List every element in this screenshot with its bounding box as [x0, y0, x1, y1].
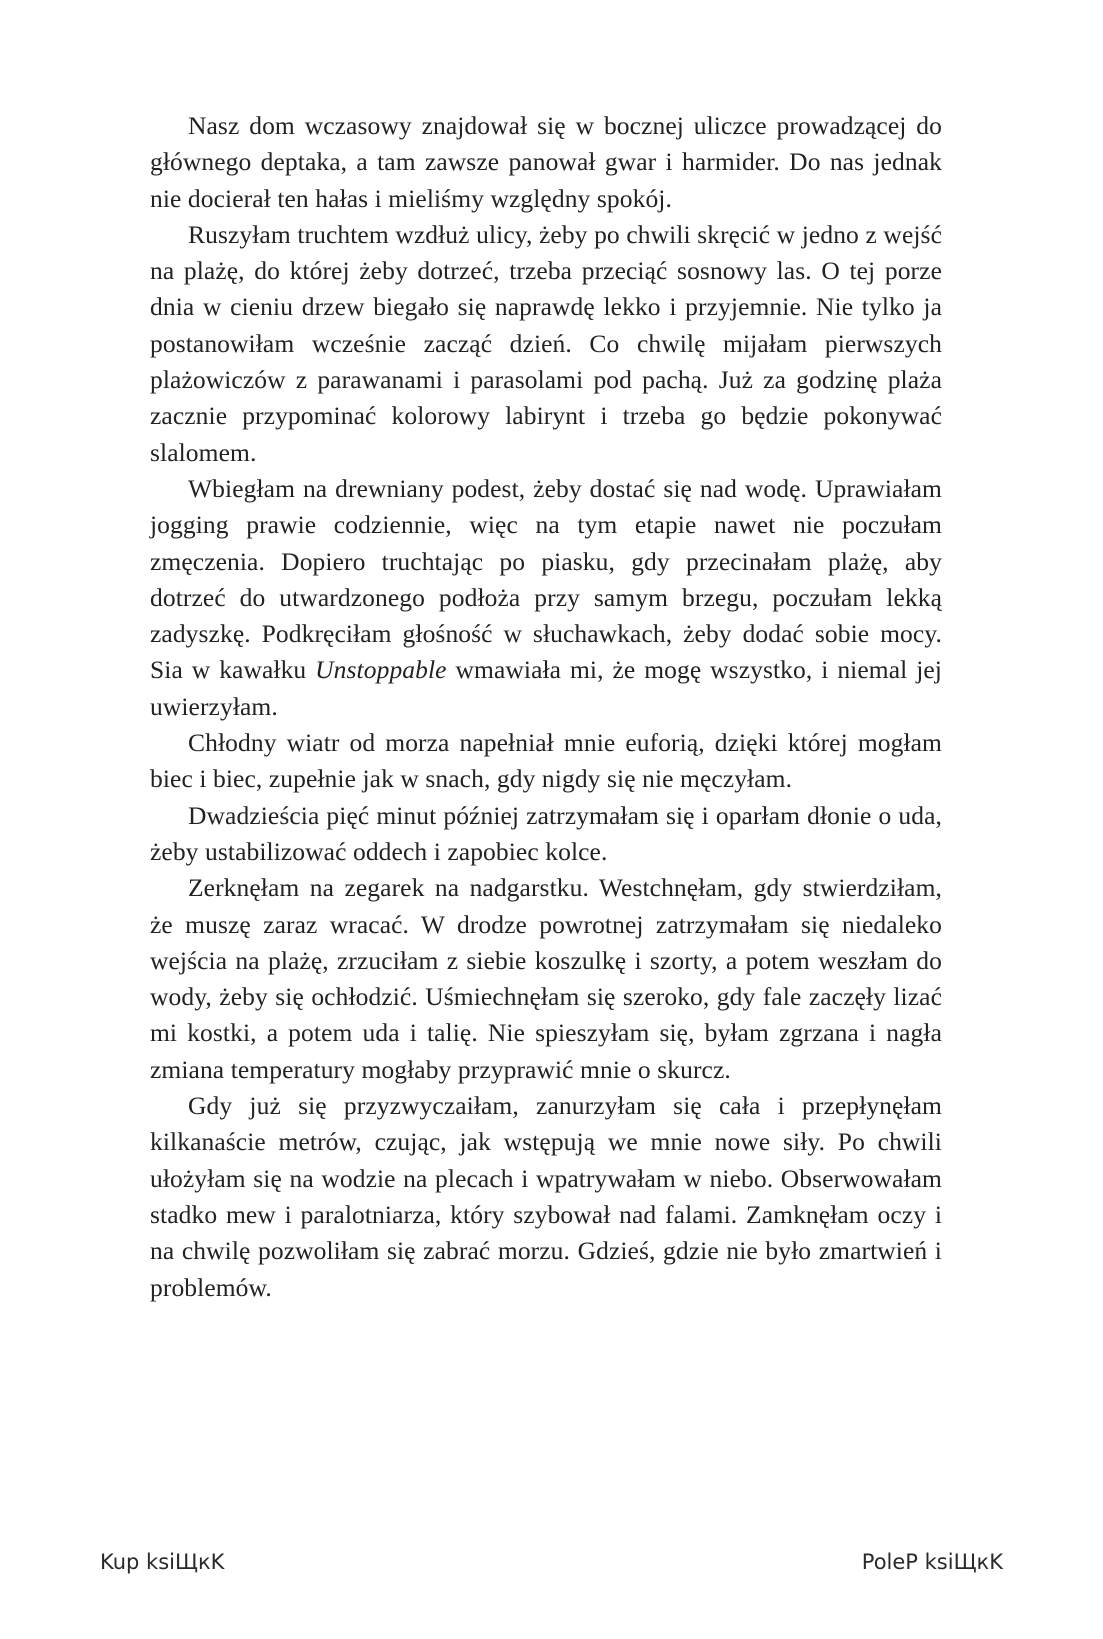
body-text — [150, 108, 942, 1306]
text-segment: Dwadzieścia pięć minut później zatrzymałam się i oparłam dłonie o uda, żeby ustabilizować oddech i zapobiec kolce. — [150, 800, 942, 866]
paragraph — [150, 217, 942, 471]
text-segment: Zerknęłam na zegarek na nadgarstku. Westchnęłam, gdy stwierdziłam, że muszę zaraz wracać. W drodze powrotnej zatrzymałam się niedaleko wejścia na plażę, zrzuciłam z siebie koszulkę i szorty, a potem weszłam do wody, żeby się ochłodzić. Uśmiechnęłam się szeroko, gdy fale zaczęły lizać mi kostki, a potem uda i talię. Nie spieszyłam się, byłam zgrzana i nagła zmiana temperatury mogłaby przyprawić mnie o skurcz. — [150, 873, 942, 1084]
paragraph — [150, 725, 942, 798]
text-segment: Nasz dom wczasowy znajdował się w bocznej uliczce prowadzącej do głównego deptaka, a tam zawsze panował gwar i harmider. Do nas jednak nie docierał ten hałas i mieliśmy względny spokój. — [150, 111, 942, 213]
paragraph — [150, 108, 942, 217]
italic-title-text: Unstoppable — [315, 655, 447, 685]
recommend-book-link[interactable]: PoleP ksiЩкK — [861, 1550, 1003, 1574]
text-segment: Gdy już się przyzwyczaiłam, zanurzyłam się cała i przepłynęłam kilkanaście metrów, czując, jak wstępują we mnie nowe siły. Po chwili ułożyłam się na wodzie na plecach i wpatrywałam w niebo. Obserwowałam stadko mew i paralotniarza, który szybował nad falami. Zamknęłam oczy i na chwilę pozwoliłam się zabrać morzu. Gdzieś, gdzie nie było zmartwień i problemów. — [150, 1091, 942, 1302]
paragraph — [150, 798, 942, 871]
text-segment: Ruszyłam truchtem wzdłuż ulicy, żeby po chwili skręcić w jedno z wejść na plażę, do której żeby dotrzeć, trzeba przeciąć sosnowy las. O tej porze dnia w cieniu drzew biegało się naprawdę lekko i przyjemnie. Nie tylko ja postanowiłam wcześnie zacząć dzień. Co chwilę mijałam pierwszych plażowiczów z parawanami i parasolami pod pachą. Już za godzinę plaża zacznie przypominać kolorowy labirynt i trzeba go będzie pokonywać slalomem. — [150, 219, 942, 467]
text-segment: wmawiała mi, że mogę wszystko, i niemal jej uwierzyłam. — [150, 655, 942, 721]
text-segment: Wbiegłam na drewniany podest, żeby dostać się nad wodę. Uprawiałam jogging prawie codziennie, więc na tym etapie nawet nie poczułam zmęczenia. Dopiero truchtając po piasku, gdy przecinałam plażę, aby dotrzeć do utwardzonego podłoża przy samym brzegu, poczułam lekką zadyszkę. Podkręciłam głośność w słuchawkach, żeby dodać sobie mocy. Sia w kawałku — [150, 473, 942, 685]
paragraph — [150, 870, 942, 1088]
paragraph — [150, 1088, 942, 1306]
paragraph — [150, 471, 942, 725]
buy-book-link[interactable]: Kup ksiЩкK — [100, 1550, 225, 1574]
text-segment: Chłodny wiatr od morza napełniał mnie euforią, dzięki której mogłam biec i biec, zupełnie jak w snach, gdy nigdy się nie męczyłam. — [150, 728, 942, 794]
